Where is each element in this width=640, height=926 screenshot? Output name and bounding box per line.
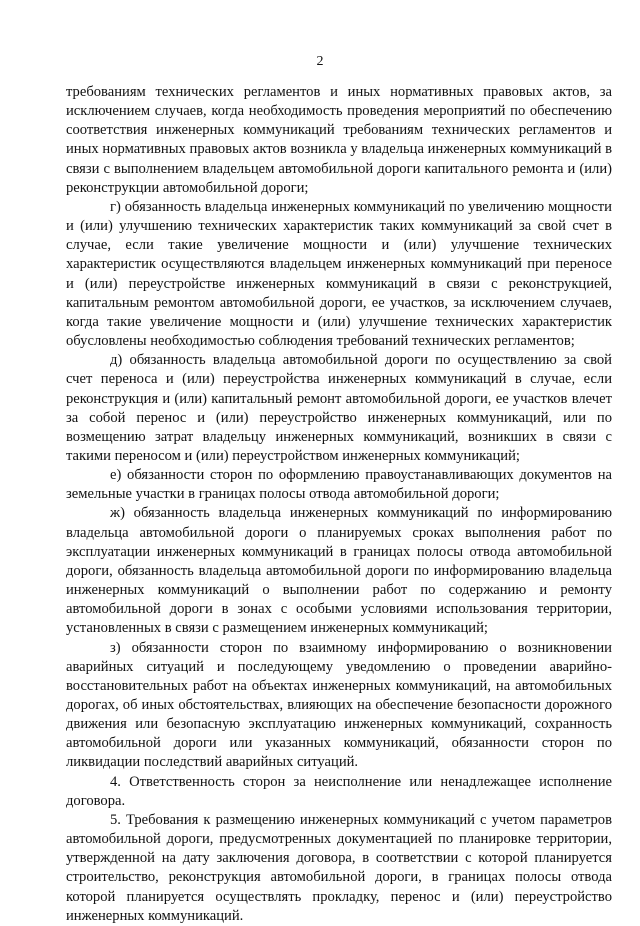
paragraph-item-d: д) обязанность владельца автомобильной дороги по осуществлению за свой счет переноса и (или) переустройства инженерных коммуникаций в случае, если реконструкция и (или) капитальный ремонт автомобильной дороги, ее участков влечет за собой перенос и (или) переустройство инженерных коммуникаций, или по возмещению затрат владельцу инженерных коммуникаций, возникших в связи с такими переносом и (или) переустройством инженерных коммуникаций;	[66, 352, 612, 464]
paragraph-continuation: требованиям технических регламентов и иных нормативных правовых актов, за исключением случаев, когда необходимость проведения мероприятий по обеспечению соответствия инженерных коммуникаций требованиям технических регламентов и иных нормативных правовых актов возникла у владельца инженерных коммуникаций в связи с выполнением владельцем автомобильной дороги капитального ремонта и (или) реконструкции автомобильной дороги;	[66, 84, 612, 196]
document-body	[66, 83, 612, 926]
paragraph-item-z: з) обязанности сторон по взаимному информированию о возникновении аварийных ситуаций и последующему уведомлению о проведении аварийно-восстановительных работ на объектах инженерных коммуникаций, на автомобильных дорогах, об иных обстоятельствах, влияющих на обеспечение безопасности дорожного движения или безопасную эксплуатацию инженерных коммуникаций, сохранность автомобильной дороги или указанных коммуникаций, обязанности сторон по ликвидации последствий аварийных ситуаций.	[66, 639, 612, 771]
page-number: 2	[316, 54, 324, 69]
paragraph-item-e: е) обязанности сторон по оформлению правоустанавливающих документов на земельные участки в границах полосы отвода автомобильной дороги;	[66, 467, 612, 503]
paragraph-section-5: 5. Требования к размещению инженерных коммуникаций с учетом параметров автомобильной дороги, предусмотренных документацией по планировке территории, утвержденной на дату заключения договора, в соответствии с которой планируется строительство, реконструкция автомобильной дороги, в границах полосы отвода которой планируется осуществлять прокладку, перенос и (или) переустройство инженерных коммуникаций.	[66, 811, 612, 924]
paragraph-section-4: 4. Ответственность сторон за неисполнение или ненадлежащее исполнение договора.	[66, 773, 612, 809]
paragraph-item-zh: ж) обязанность владельца инженерных коммуникаций по информированию владельца автомобильной дороги о планируемых сроках выполнения работ по эксплуатации инженерных коммуникаций в границах полосы отвода автомобильной дороги, обязанность владельца автомобильной дороги по информированию владельца инженерных коммуникаций о выполнении работ по содержанию и ремонту автомобильной дороги в зонах с особыми условиями использования территории, установленных в связи с размещением инженерных коммуникаций;	[66, 505, 612, 637]
paragraph-item-g: г) обязанность владельца инженерных коммуникаций по увеличению мощности и (или) улучшению технических характеристик таких коммуникаций за свой счет в случае, если такие увеличение мощности и (или) улучшение технических характеристик осуществляются владельцем инженерных коммуникаций при переносе и (или) переустройстве инженерных коммуникаций в связи с реконструкцией, капитальным ремонтом автомобильной дороги, ее участков, за исключением случаев, когда такие увеличение мощности и (или) улучшение технических характеристик обусловлены необходимостью соблюдения требований технических регламентов;	[66, 198, 612, 350]
